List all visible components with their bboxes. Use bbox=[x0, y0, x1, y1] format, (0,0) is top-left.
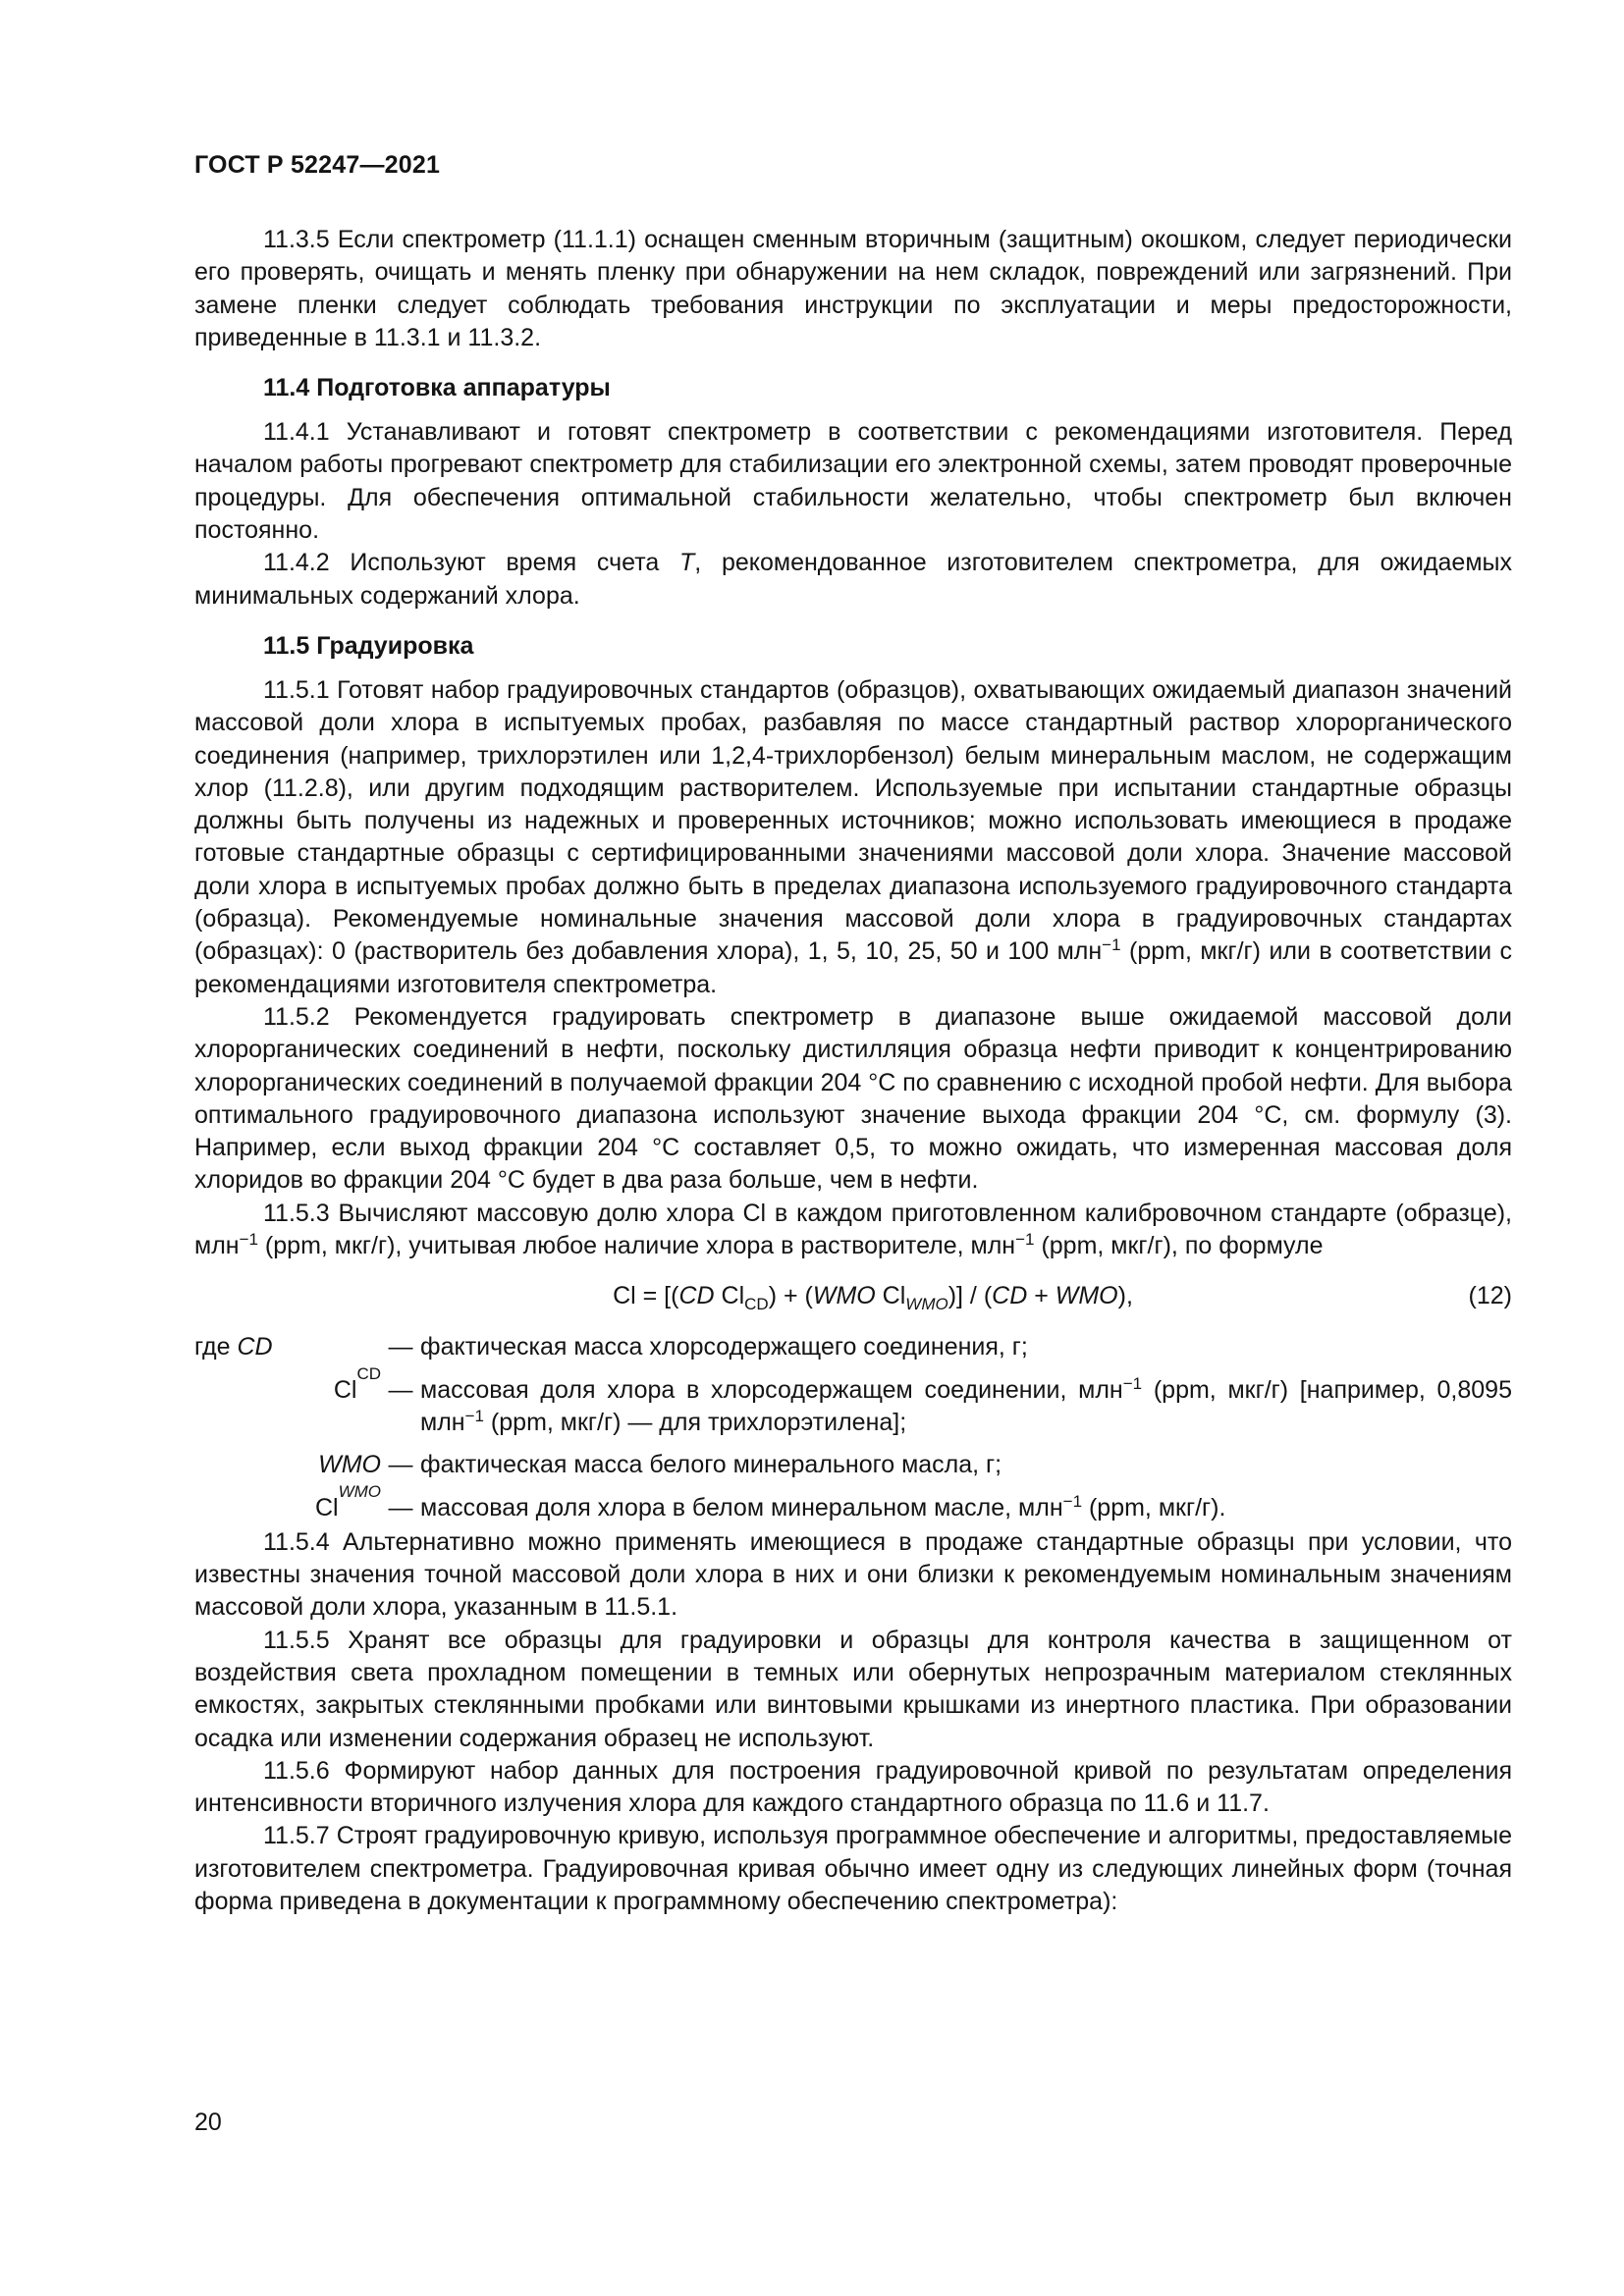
section-heading-11-5: 11.5 Градуировка bbox=[263, 631, 474, 660]
paragraph-11-5-1: 11.5.1 Готовят набор градуировочных стандартов (образцов), охватывающих ожидаемый диапазон значений массовой доли хлора в испытуемых пробах, разбавляя по массе стандартный раствор хлорорганического соединения (например, трихлорэтилен или 1,2,4-трихлорбензол) белым минеральным маслом, не содержащим хлор (11.2.8), или другим подходящим растворителем. Используемые при испытании стандартные образцы должны быть получены из надежных и проверенных источников; можно использовать имеющиеся в продаже готовые стандартные образцы с сертифицированными значениями массовой доли хлора. Значение массовой доли хлора в испытуемых пробах должно быть в пределах диапазона используемого градуировочного стандарта (образца). Рекомендуемые номинальные значения массовой доли хлора в градуировочных стандартах (образцах): 0 (растворитель без добавления хлора), 1, 5, 10, 25, 50 и 100 млн$^{-1}$ (ppm, мкг/г) или в соответствии с рекомендациями изготовителя спектрометра. bbox=[194, 675, 1512, 998]
definition-cl-cd: Cl CD — массовая доля хлора в хлорсодержащем соединении, млн$^{-1}$ (ppm, мкг/г) [например, 0,8095 млн$^{-1}$ (ppm, мкг/г) — для трихлорэтилена]; bbox=[333, 1363, 1512, 1436]
paragraph-11-5-4: 11.5.4 Альтернативно можно применять имеющиеся в продаже стандартные образцы при условии, что известны значения точной массовой доли хлора в них и они близки к рекомендуемым номинальным значениям массовой доли хлора, указанным в 11.5.1. bbox=[194, 1527, 1512, 1622]
paragraph-11-5-5: 11.5.5 Хранят все образцы для градуировки и образцы для контроля качества в защищенном от воздействия света прохладном помещении в темных или обернутых непрозрачным материалом стеклянных емкостях, закрытых стеклянными пробками или винтовыми крышками из инертного пластика. При образовании осадка или изменении содержания образец не используют. bbox=[194, 1626, 1512, 1752]
document-header: ГОСТ Р 52247—2021 bbox=[194, 151, 441, 179]
formula-expression: Cl = [(CD $Cl_{CD}) + (WMO$ $Cl_{WMO})] / (CD + WMO)$, bbox=[613, 1282, 1133, 1314]
section-heading-11-4: 11.4 Подготовка аппаратуры bbox=[263, 374, 611, 402]
document-body bbox=[194, 224, 1512, 1918]
definition-cd: где CD — фактическая масса хлорсодержащего соединения, г; bbox=[194, 1333, 1028, 1362]
definitions-list bbox=[194, 1331, 1512, 1523]
definition-wmo: WMO — фактическая масса белого минерального масла, г; bbox=[318, 1451, 1002, 1479]
paragraph-11-5-2: 11.5.2 Рекомендуется градуировать спектрометр в диапазоне выше ожидаемой массовой доли хлорорганических соединений в нефти, поскольку дистилляция образца нефти приводит к концентрированию хлорорганических соединений в получаемой фракции 204 °С по сравнению с исходной пробой нефти. Для выбора оптимального градуировочного диапазона используют значение выхода фракции 204 °С, см. формулу (3). Например, если выход фракции 204 °С составляет 0,5, то можно ожидать, что измеренная массовая доля хлоридов во фракции 204 °С будет в два раза больше, чем в нефти. bbox=[194, 1002, 1512, 1195]
paragraph-11-4-2: 11.4.2 Используют время счета T, рекомендованное изготовителем спектрометра, для ожидаемых минимальных содержаний хлора. bbox=[194, 549, 1512, 610]
paragraph-11-5-3: 11.5.3 Вычисляют массовую долю хлора Cl в каждом приготовленном калибровочном стандарте (образце), млн$^{-1}$ (ppm, мкг/г), учитывая любое наличие хлора в растворителе, млн$^{-1}$ (ppm, мкг/г), по формуле bbox=[194, 1199, 1512, 1260]
formula-number: (12) bbox=[1468, 1282, 1512, 1310]
paragraph-11-3-5: 11.3.5 Если спектрометр (11.1.1) оснащен сменным вторичным (защитным) окошком, следует периодически его проверять, очищать и менять пленку при обнаружении на нем складок, повреждений или загрязнений. При замене пленки следует соблюдать требования инструкции по эксплуатации и меры предосторожности, приведенные в 11.3.1 и 11.3.2. bbox=[194, 226, 1512, 351]
paragraph-11-5-7: 11.5.7 Строят градуировочную кривую, используя программное обеспечение и алгоритмы, предоставляемые изготовителем спектрометра. Градуировочная кривая обычно имеет одну из следующих линейных форм (точная форма приведена в документации к программному обеспечению спектрометра): bbox=[194, 1822, 1512, 1916]
page-number: 20 bbox=[194, 2109, 222, 2136]
paragraph-11-4-1: 11.4.1 Устанавливают и готовят спектрометр в соответствии с рекомендациями изготовителя. Перед началом работы прогревают спектрометр для стабилизации его электронной схемы, затем проводят проверочные процедуры. Для обеспечения оптимальной стабильности желательно, чтобы спектрометр был включен постоянно. bbox=[194, 418, 1512, 545]
formula-12 bbox=[194, 1280, 1512, 1315]
definition-cl-wmo: Cl WMO — массовая доля хлора в белом минеральном масле, млн$^{-1}$ (ppm, мкг/г). bbox=[314, 1481, 1226, 1522]
paragraph-11-5-6: 11.5.6 Формируют набор данных для построения градуировочной кривой по результатам определения интенсивности вторичного излучения хлора для каждого стандартного образца по 11.6 и 11.7. bbox=[194, 1756, 1512, 1818]
